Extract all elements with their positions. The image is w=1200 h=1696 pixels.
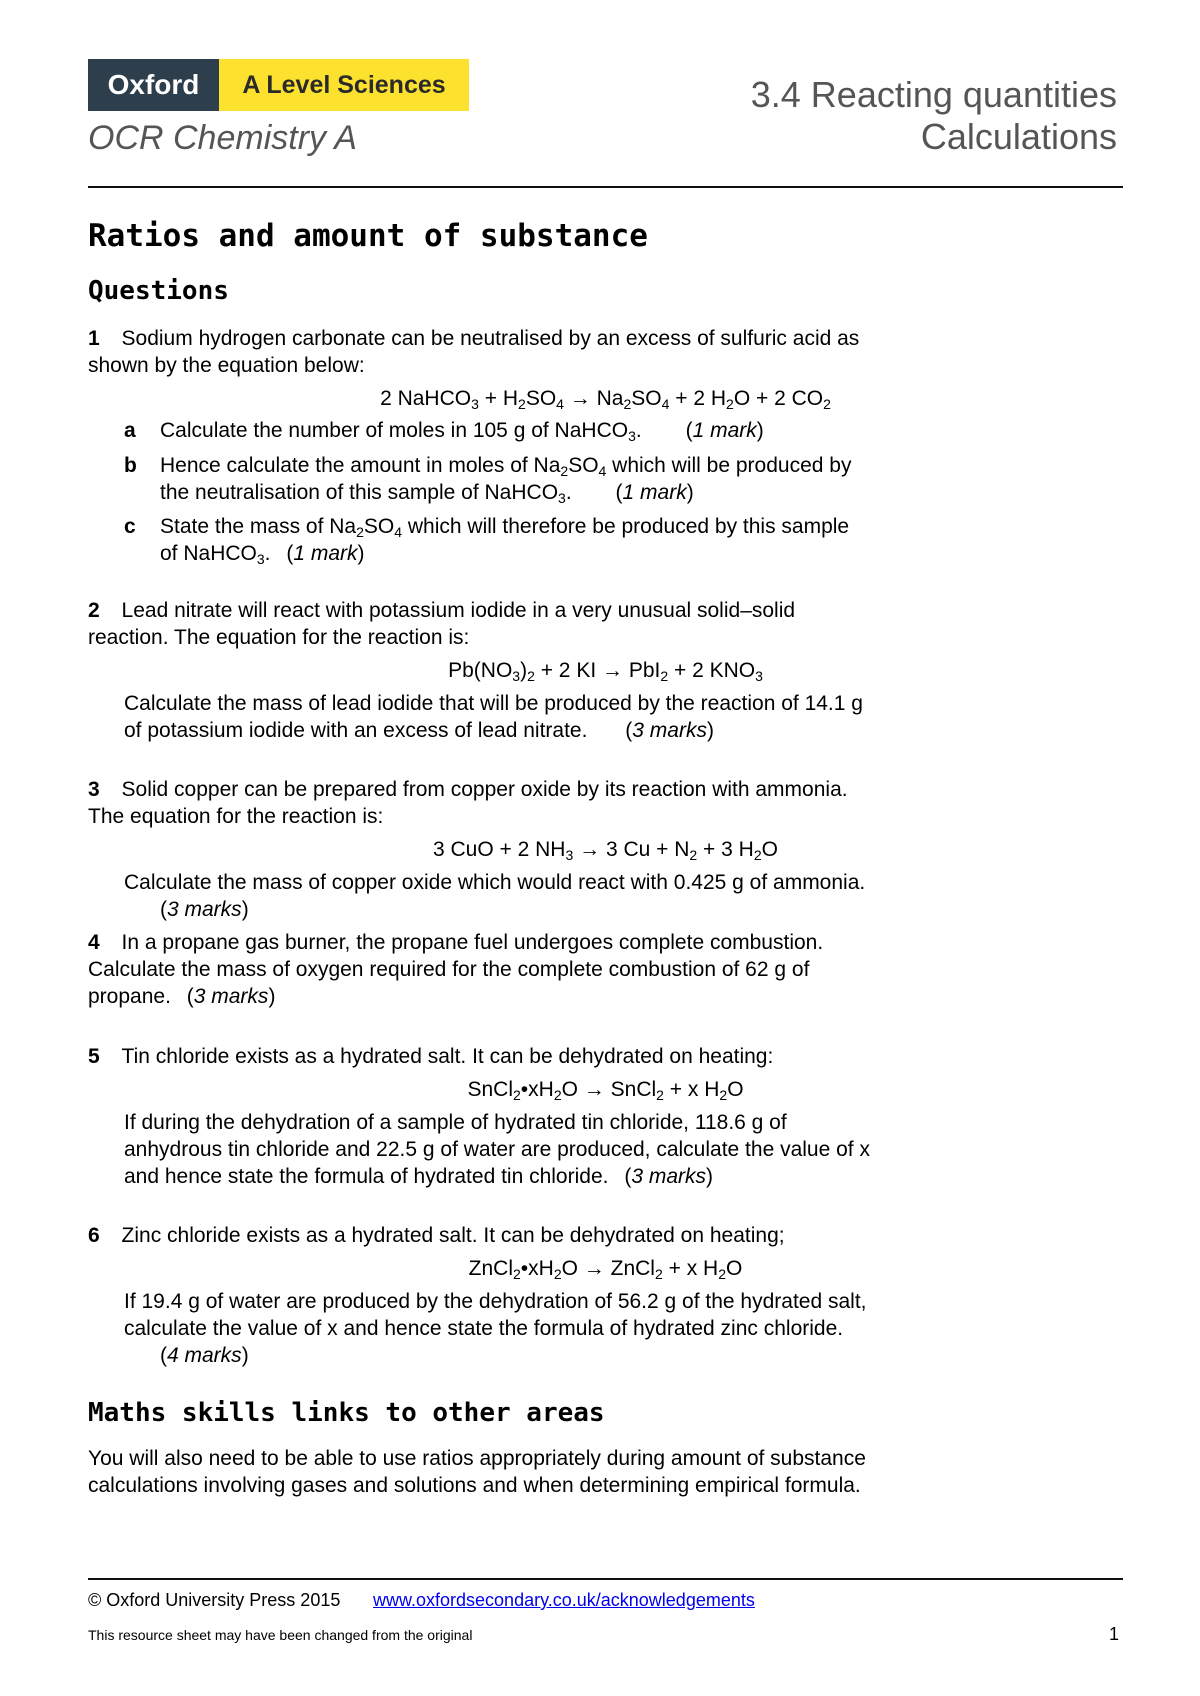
oxford-logo (88, 59, 219, 111)
maths-skills-heading: Maths skills links to other areas (88, 1398, 605, 1428)
maths-skills-text: You will also need to be able to use ratios appropriately during amount of substance (88, 1447, 866, 1470)
equation-text: $Pb(NO_3)_2 + 2$ KI → PbI$_2$ + 2 $KNO_3$ (448, 659, 763, 684)
chemical-equation (88, 657, 1123, 684)
equation-text: 2 NaHCO$_3$ + $H_2SO_4 \to Na_2SO_4 + 2$ $H_2O + 2$ $CO_2$ (380, 387, 831, 412)
question-text: reaction. The equation for the reaction is: (88, 626, 470, 649)
a-level-sciences-logo (219, 59, 469, 111)
chemical-equation (88, 836, 1123, 863)
question-text: The equation for the reaction is: (88, 805, 384, 828)
marks-label: 3 marks (193, 985, 269, 1008)
question-number: 5 (88, 1045, 100, 1068)
task-text: If 19.4 g of water are produced by the dehydration of 56.2 g of the hydrated salt, (124, 1290, 867, 1313)
logo-text-oxford: Oxford (107, 69, 200, 100)
task-text: Calculate the mass of copper oxide which would react with 0.425 g of ammonia. (124, 871, 866, 894)
question-text: Lead nitrate will react with potassium iodide in a very unusual solid–solid (121, 599, 796, 622)
part-label: a (124, 419, 136, 442)
question-number: 2 (88, 599, 100, 622)
subtopic-title: Calculations (920, 116, 1117, 157)
task-text: Calculate the mass of lead iodide that will be produced by the reaction of 14.1 g (124, 692, 863, 715)
part-c-text: State the mass of $Na_2SO_4$ which will therefore be produced by this sample (160, 515, 850, 540)
question-text: Calculate the mass of oxygen required for the complete combustion of 62 g of (88, 958, 810, 981)
part-a-text: Calculate the number of moles in 105 g of NaHCO$_3$. (160, 419, 642, 444)
footer-note: This resource sheet may have been changed from the original (88, 1627, 473, 1643)
question-number: 4 (88, 931, 100, 954)
header-divider (88, 186, 1123, 188)
question-text: In a propane gas burner, the propane fuel undergoes complete combustion. (121, 931, 824, 954)
part-label: b (124, 454, 137, 477)
course-title: OCR Chemistry A (88, 119, 357, 157)
marks-label: 1 mark (692, 419, 757, 442)
marks-label: 1 mark (622, 481, 687, 504)
task-text: of potassium iodide with an excess of lead nitrate. (124, 719, 588, 742)
part-c-text: of NaHCO$_3$. (160, 542, 271, 567)
question-number: 3 (88, 778, 100, 801)
question-text: shown by the equation below: (88, 354, 365, 377)
marks-label: 3 marks (632, 719, 707, 742)
acknowledgements-link[interactable]: www.oxfordsecondary.co.uk/acknowledgements (373, 1590, 755, 1610)
question-number: 6 (88, 1224, 100, 1247)
marks-label: 3 marks (631, 1165, 706, 1188)
page-number: 1 (1108, 1624, 1119, 1644)
chemical-equation (88, 1255, 1123, 1282)
task-text: anhydrous tin chloride and 22.5 g of water are produced, calculate the value of x (124, 1138, 870, 1161)
part-b-text: the neutralisation of this sample of NaHCO$_3$. (160, 481, 572, 506)
part-b-text: Hence calculate the amount in moles of $Na_2SO_4$ which will be produced by (160, 454, 852, 479)
question-number: 1 (88, 327, 100, 350)
part-label: c (124, 515, 136, 538)
question-text: Tin chloride exists as a hydrated salt. It can be dehydrated on heating: (121, 1045, 774, 1068)
equation-text: $SnCl_2•xH_2O$ → SnCl$_2$ + x $H_2O$ (467, 1078, 744, 1103)
question-text: Zinc chloride exists as a hydrated salt. It can be dehydrated on heating; (121, 1224, 785, 1247)
marks-label: 3 marks (167, 898, 242, 921)
page-title: Ratios and amount of substance (88, 218, 648, 254)
marks-label: 1 mark (293, 542, 358, 565)
task-text: If during the dehydration of a sample of hydrated tin chloride, 118.6 g of (124, 1111, 787, 1134)
question-text: propane. (88, 985, 171, 1008)
copyright-text: © Oxford University Press 2015 (88, 1590, 341, 1610)
logo-text-sciences: A Level Sciences (242, 71, 446, 99)
questions-heading: Questions (88, 276, 229, 306)
equation-text: $ZnCl_2•xH_2O$ → ZnCl$_2$ + x $H_2O$ (468, 1257, 743, 1282)
chemical-equation (88, 1076, 1123, 1103)
equation-text: 3 CuO + 2 $NH_3 \to 3$ $Cu + N_2 + 3$ $H_2O$ (433, 838, 778, 863)
topic-title: 3.4 Reacting quantities (750, 74, 1117, 115)
task-text: calculate the value of x and hence state the formula of hydrated zinc chloride. (124, 1317, 844, 1340)
question-text: Solid copper can be prepared from copper oxide by its reaction with ammonia. (121, 778, 848, 801)
maths-skills-text: calculations involving gases and solutions and when determining empirical formula. (88, 1474, 861, 1497)
task-text: and hence state the formula of hydrated tin chloride. (124, 1165, 609, 1188)
chemical-equation (88, 385, 1123, 412)
question-text: Sodium hydrogen carbonate can be neutralised by an excess of sulfuric acid as (121, 327, 860, 350)
marks-label: 4 marks (167, 1344, 242, 1367)
footer-divider (88, 1578, 1123, 1580)
